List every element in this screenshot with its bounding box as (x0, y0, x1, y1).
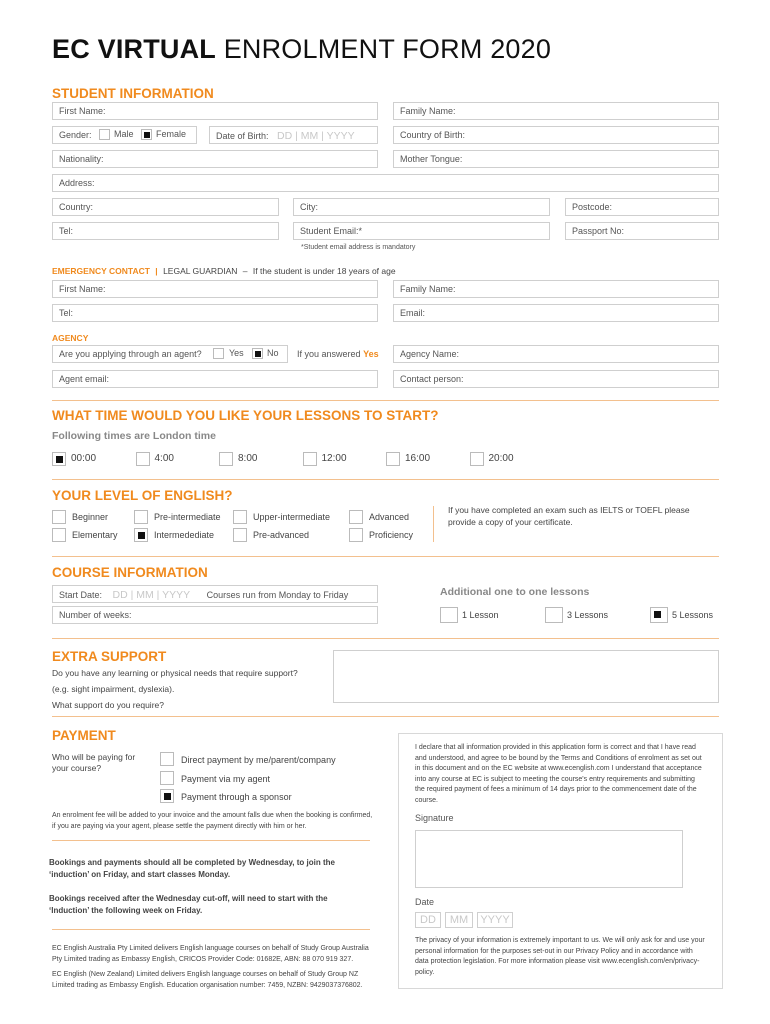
additional-5-lessons-checkbox[interactable] (650, 607, 668, 623)
time-16-00-label: 16:00 (405, 453, 431, 464)
level-proficiency-label: Proficiency (369, 530, 414, 540)
agent-question-label: Are you applying through an agent? (59, 349, 202, 359)
time-20-00-label: 20:00 (488, 453, 514, 464)
level-elementary-checkbox[interactable] (52, 528, 66, 542)
level-upper-intermediate-checkbox[interactable] (233, 510, 247, 524)
lessons-heading: WHAT TIME WOULD YOU LIKE YOUR LESSONS TO START? (52, 408, 439, 423)
additional-1-lesson-checkbox[interactable] (440, 607, 458, 623)
city-field[interactable]: City: (293, 198, 550, 216)
emergency-family-name-field[interactable]: Family Name: (393, 280, 719, 298)
payment-payment-through-a-sponsor-checkbox[interactable] (160, 789, 174, 803)
postcode-field[interactable]: Postcode: (565, 198, 719, 216)
divider (52, 840, 370, 841)
address-field[interactable]: Address: (52, 174, 719, 192)
agency-name-field[interactable]: Agency Name: (393, 345, 719, 363)
legal-guardian-label: LEGAL GUARDIAN (163, 266, 238, 276)
payment-payment-via-my-agent-checkbox[interactable] (160, 771, 174, 785)
enrolment-fee-note: An enrolment fee will be added to your invoice and the amount falls due when the booking is confirmed, if you are paying via your agent, please settle the payment directly with him or her. (52, 812, 373, 830)
london-time-note: Following times are London time (52, 430, 216, 442)
level-beginner-checkbox[interactable] (52, 510, 66, 524)
emergency-separator: | (155, 266, 158, 276)
title-rest: ENROLMENT FORM 2020 (223, 34, 552, 64)
legal-newzealand-note: EC English (New Zealand) Limited delivers English language courses on behalf of Study Group NZ Limited trading as Embassy English. Education organisation number: 7459, NZBN: 9429037376802. (52, 971, 363, 989)
declaration-text: I declare that all information provided in this application form is correct and that I have read and understood, and agree to be bound by the Terms and Conditions of enrolment as set out in this document and on the EC website at www.ecenglish.com I understand that acceptance into any course at EC is subject to meeting the course's entry requirements and submitting the required payment of fees a minimum of 14 days prior to the commencement date of the course. (415, 744, 702, 804)
payment-payment-through-a-sponsor-label: Payment through a sponsor (181, 792, 292, 802)
time-4-00-label: 4:00 (154, 453, 174, 464)
additional-lessons-heading: Additional one to one lessons (440, 586, 590, 598)
signature-label: Signature (415, 813, 454, 823)
mother-tongue-field[interactable]: Mother Tongue: (393, 150, 719, 168)
divider (52, 400, 719, 401)
additional-3-lessons-label: 3 Lessons (567, 610, 609, 620)
time-00-00-checkbox[interactable] (52, 452, 66, 466)
booking-deadline-note: Bookings and payments should all be completed by Wednesday, to join the ‘induction’ on Friday, and start classes Monday. (49, 858, 335, 879)
divider (52, 929, 370, 930)
level-pre-intermediate-label: Pre-intermediate (154, 512, 221, 522)
level-pre-intermediate-checkbox[interactable] (134, 510, 148, 524)
start-date-label: Start Date: (59, 590, 103, 600)
who-pays-label: Who will be paying for your course? (52, 752, 136, 773)
legal-australia-note: EC English Australia Pty Limited delivers English language courses on behalf of Study Group Australia Pty Limited trading as Embassy English, CRICOS Provider Code: 01682E, ABN: 88 070 919 327. (52, 945, 369, 963)
date-month-field[interactable]: MM (445, 912, 473, 928)
emergency-dash: – (242, 266, 248, 276)
level-advanced-label: Advanced (369, 512, 410, 522)
time-12-00-label: 12:00 (321, 453, 347, 464)
first-name-field[interactable]: First Name: (52, 102, 378, 120)
date-day-field[interactable]: DD (415, 912, 441, 928)
start-date-field[interactable] (52, 585, 378, 603)
additional-3-lessons-checkbox[interactable] (545, 607, 563, 623)
divider (52, 556, 719, 557)
level-divider (433, 506, 434, 542)
nationality-field[interactable]: Nationality: (52, 150, 378, 168)
time-12-00-checkbox[interactable] (303, 452, 317, 466)
privacy-note: The privacy of your information is extremely important to us. We will only ask for and use your personal information for the purposes set-out in our Privacy Policy and in accordance with data protection legislation. For more information please visit www.ecenglish.com/en/privacy-policy. (415, 937, 705, 976)
level-pre-advanced-label: Pre-advanced (253, 530, 310, 540)
female-checkbox[interactable] (141, 129, 152, 140)
declaration-panel (398, 733, 723, 989)
level-beginner-label: Beginner (72, 512, 109, 522)
family-name-field[interactable]: Family Name: (393, 102, 719, 120)
time-8-00-label: 8:00 (238, 453, 258, 464)
emergency-tel-field[interactable]: Tel: (52, 304, 378, 322)
male-label: Male (114, 129, 134, 139)
agency-heading: AGENCY (52, 333, 89, 343)
level-upper-intermediate-label: Upper-intermediate (253, 512, 331, 522)
if-answered-yes-note (297, 349, 379, 359)
date-year-field[interactable]: YYYY (477, 912, 513, 928)
date-label: Date (415, 897, 435, 907)
agent-email-field[interactable]: Agent email: (52, 370, 378, 388)
level-proficiency-checkbox[interactable] (349, 528, 363, 542)
level-heading: YOUR LEVEL OF ENGLISH? (52, 488, 233, 503)
level-advanced-checkbox[interactable] (349, 510, 363, 524)
time-8-00-checkbox[interactable] (219, 452, 233, 466)
emergency-heading-row (52, 266, 396, 276)
emergency-heading: EMERGENCY CONTACT (52, 266, 150, 276)
agent-no-label: No (267, 348, 279, 358)
extra-support-heading: EXTRA SUPPORT (52, 649, 167, 664)
exam-certificate-note: If you have completed an exam such as IELTS or TOEFL please provide a copy of your certificate. (448, 505, 690, 527)
level-pre-advanced-checkbox[interactable] (233, 528, 247, 542)
dob-field[interactable] (209, 126, 378, 144)
support-question-3: What support do you require? (52, 700, 164, 710)
email-mandatory-note: *Student email address is mandatory (301, 244, 416, 251)
level-elementary-label: Elementary (72, 530, 118, 540)
agent-yes-label: Yes (229, 348, 244, 358)
male-checkbox[interactable] (99, 129, 110, 140)
title-bold: EC VIRTUAL (52, 34, 216, 64)
gender-label: Gender: (59, 130, 92, 140)
divider (52, 638, 719, 639)
payment-direct-payment-by-me-parent-company-label: Direct payment by me/parent/company (181, 755, 336, 765)
contact-person-field[interactable]: Contact person: (393, 370, 719, 388)
emergency-email-field[interactable]: Email: (393, 304, 719, 322)
passport-field[interactable]: Passport No: (565, 222, 719, 240)
additional-1-lesson-label: 1 Lesson (462, 610, 499, 620)
support-question-1: Do you have any learning or physical needs that require support? (52, 668, 298, 678)
support-textarea[interactable] (333, 650, 719, 703)
country-of-birth-field[interactable]: Country of Birth: (393, 126, 719, 144)
dob-placeholder: DD | MM | YYYY (277, 130, 355, 142)
tel-field[interactable]: Tel: (52, 222, 279, 240)
time-20-00-checkbox[interactable] (470, 452, 484, 466)
divider (52, 716, 719, 717)
agent-no-checkbox[interactable] (252, 348, 263, 359)
number-of-weeks-field[interactable]: Number of weeks: (52, 606, 378, 624)
payment-heading: PAYMENT (52, 728, 116, 743)
level-intermedediate-label: Intermedediate (154, 530, 215, 540)
student-info-heading: STUDENT INFORMATION (52, 86, 214, 101)
if-answered-label: If you answered (297, 349, 361, 359)
country-field[interactable]: Country: (52, 198, 279, 216)
course-heading: COURSE INFORMATION (52, 565, 208, 580)
divider (52, 479, 719, 480)
payment-direct-payment-by-me-parent-company-checkbox[interactable] (160, 752, 174, 766)
student-email-field[interactable]: Student Email:* (293, 222, 550, 240)
time-16-00-checkbox[interactable] (386, 452, 400, 466)
if-answered-yes: Yes (363, 349, 379, 359)
female-label: Female (156, 129, 187, 139)
support-questions (52, 665, 298, 713)
booking-cutoff-note: Bookings received after the Wednesday cut-off, will need to start with the ‘Induction’ the following week on Friday. (49, 894, 328, 915)
under-18-condition: If the student is under 18 years of age (252, 266, 396, 276)
page-title (52, 34, 551, 65)
agent-yes-checkbox[interactable] (213, 348, 224, 359)
courses-run-note: Courses run from Monday to Friday (206, 590, 349, 600)
additional-5-lessons-label: 5 Lessons (672, 610, 714, 620)
start-date-placeholder: DD | MM | YYYY (112, 589, 191, 601)
time-00-00-label: 00:00 (71, 453, 97, 464)
support-question-2: (e.g. sight impairment, dyslexia). (52, 684, 175, 694)
time-4-00-checkbox[interactable] (136, 452, 150, 466)
level-intermedediate-checkbox[interactable] (134, 528, 148, 542)
signature-box[interactable] (415, 830, 683, 888)
emergency-first-name-field[interactable]: First Name: (52, 280, 378, 298)
payment-payment-via-my-agent-label: Payment via my agent (181, 773, 271, 784)
dob-label: Date of Birth: (216, 131, 269, 141)
